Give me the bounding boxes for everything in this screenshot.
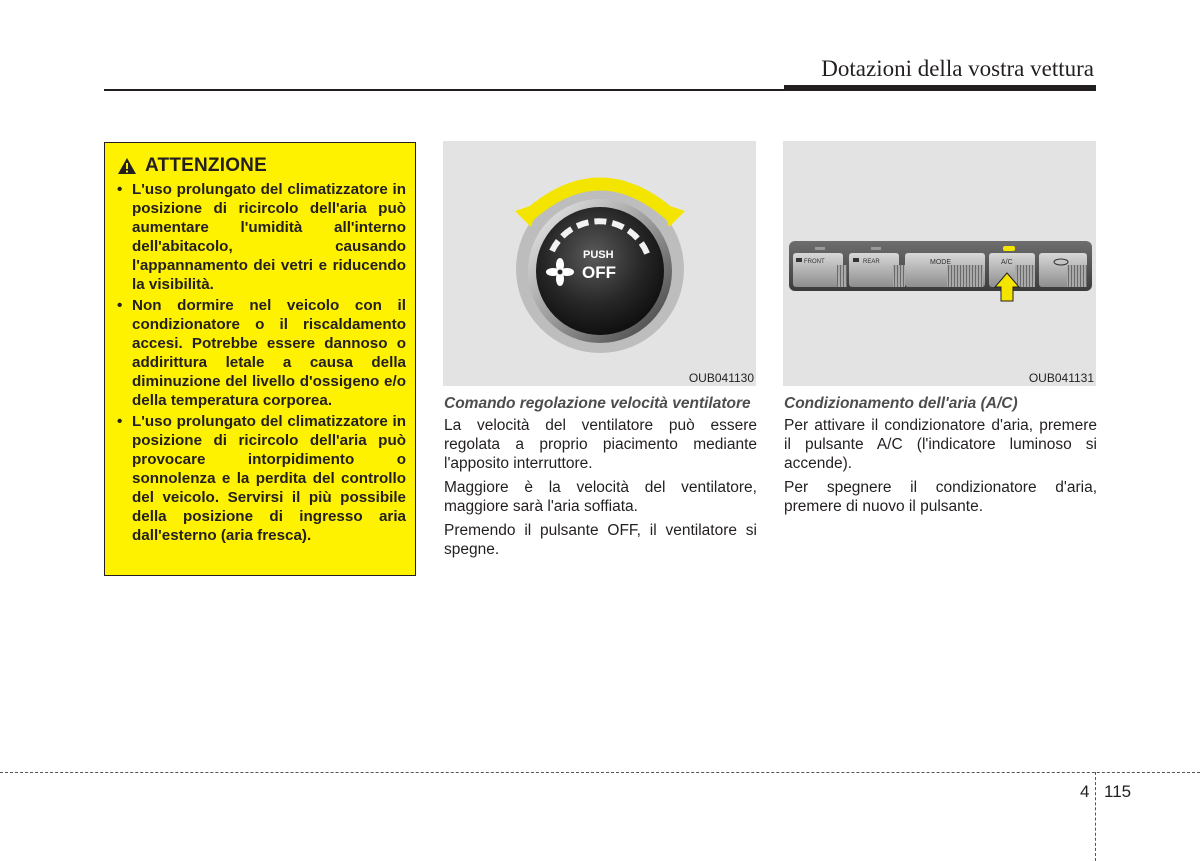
paragraph: Premendo il pulsante OFF, il ventilatore si spegne. xyxy=(444,522,757,558)
panel-rear-label: REAR xyxy=(863,259,880,265)
panel-front-label: FRONT xyxy=(804,259,825,265)
fan-knob-figure xyxy=(443,141,756,386)
footer-rule xyxy=(0,772,1200,773)
warning-item xyxy=(117,296,406,410)
warning-item xyxy=(117,180,406,294)
warning-item-text: Non dormire nel veicolo con il condizionatore o il riscaldamento accesi. Potrebbe essere dannoso o addirittura letale a causa della diminuzione del livello d'ossigeno e/o della temperatura corporea. xyxy=(132,297,406,409)
panel-ac-label: A/C xyxy=(1001,259,1013,266)
paragraph: La velocità del ventilatore può essere regolata a proprio piacimento mediante l'apposito interruttore. xyxy=(444,417,757,472)
section-title: Condizionamento dell'aria (A/C) xyxy=(784,395,1018,412)
paragraph: Maggiore è la velocità del ventilatore, maggiore sarà l'aria soffiata. xyxy=(444,479,757,515)
footer-divider xyxy=(1095,772,1096,861)
ac-panel-figure xyxy=(783,141,1096,386)
panel-mode-label: MODE xyxy=(930,259,951,266)
warning-header xyxy=(117,155,406,177)
warning-item-text: L'uso prolungato del climatizzatore in posizione di ricircolo dell'aria può provocare intorpidimento o sonnolenza e la perdita del controllo del veicolo. Servirsi il più possibile della posizione di ingresso aria dall'esterno (aria fresca). xyxy=(132,413,406,544)
warning-item-text: L'uso prolungato del climatizzatore in posizione di ricircolo dell'aria può aumentare l'umidità all'interno dell'abitacolo, causando l'appannamento dei vetri e riducendo la visibilità. xyxy=(132,181,406,293)
warning-triangle-icon xyxy=(117,157,137,175)
warning-item xyxy=(117,412,406,545)
warning-list xyxy=(117,180,406,545)
page-number: 115 xyxy=(1104,782,1132,801)
page-header-title: Dotazioni della vostra vettura xyxy=(821,56,1094,81)
warning-box xyxy=(104,142,416,576)
knob-off-label: OFF xyxy=(582,263,616,282)
figure-code: OUB041130 xyxy=(688,371,754,385)
bullet: • xyxy=(117,181,123,198)
figure-code: OUB041131 xyxy=(1028,371,1094,385)
bullet: • xyxy=(117,413,123,430)
defrost-front-icon xyxy=(796,258,802,262)
warning-title: ATTENZIONE xyxy=(145,155,267,176)
section-title: Comando regolazione velocità ventilatore xyxy=(444,395,751,412)
chapter-number: 4 xyxy=(1080,782,1090,801)
bullet: • xyxy=(117,297,123,314)
defrost-rear-icon xyxy=(853,258,859,262)
paragraph: Per attivare il condizionatore d'aria, premere il pulsante A/C (l'indicatore luminoso si accende). xyxy=(784,417,1097,472)
header-rule-thick xyxy=(784,85,1096,91)
ac-section xyxy=(784,394,1097,521)
fan-knob-illustration xyxy=(443,141,756,386)
paragraph: Per spegnere il condizionatore d'aria, premere di nuovo il pulsante. xyxy=(784,479,1097,515)
ac-panel-illustration xyxy=(783,141,1096,386)
knob-push-label: PUSH xyxy=(583,249,614,261)
header-rule xyxy=(104,89,784,91)
fan-speed-section xyxy=(444,394,757,564)
